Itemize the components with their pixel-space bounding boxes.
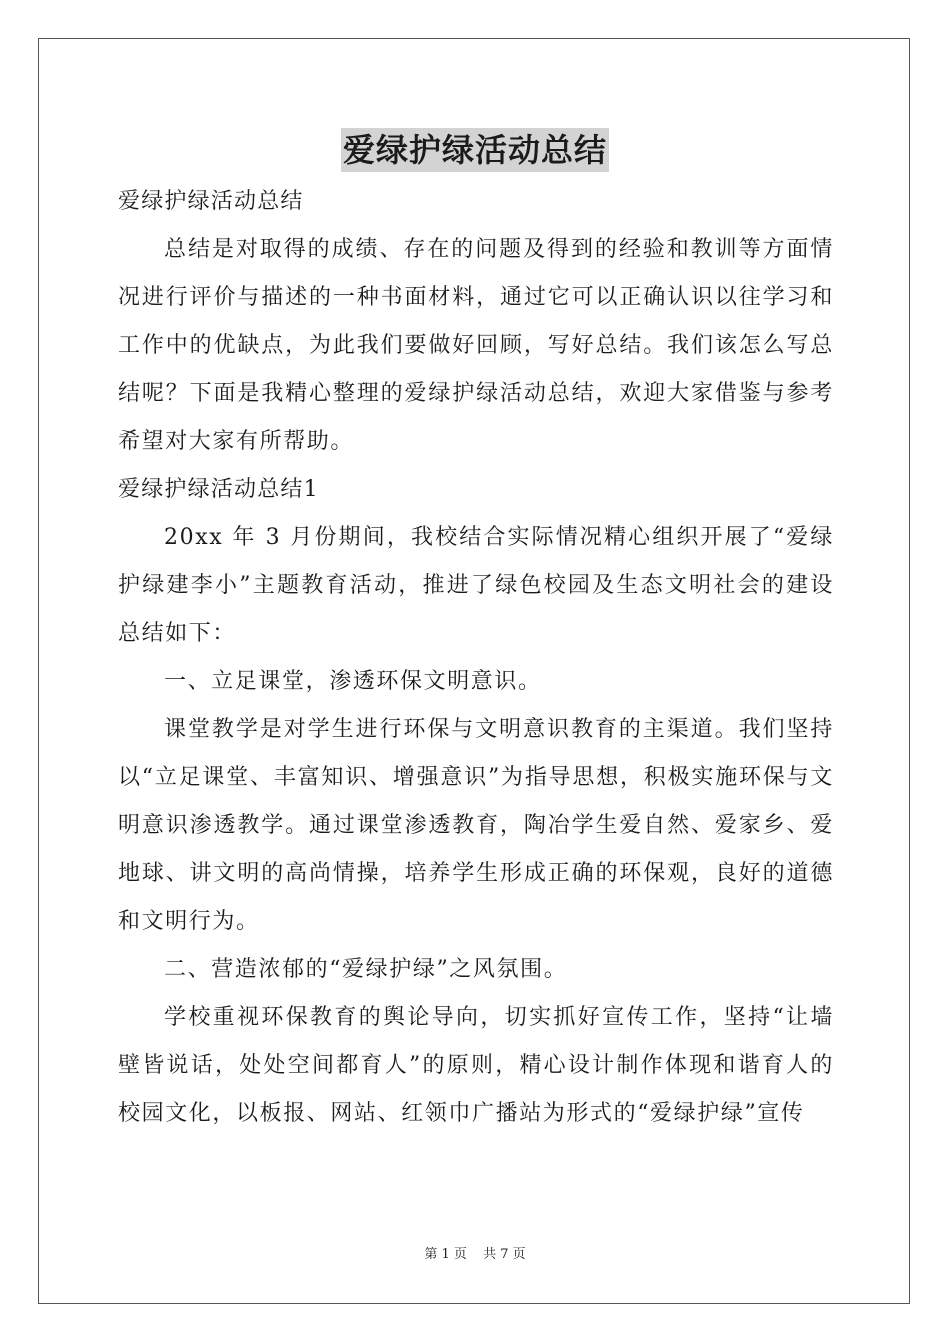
point-heading-1: 一、立足课堂，渗透环保文明意识。 xyxy=(164,669,542,694)
document-subtitle: 爱绿护绿活动总结 xyxy=(118,189,304,214)
page-footer xyxy=(0,1243,950,1262)
section-paragraph-3: 学校重视环保教育的舆论导向，切实抓好宣传工作，坚持“让墙壁皆说话，处处空间都育人”的原则，精心设计制作体现和谐育人的校园文化，以板报、网站、红领巾广播站为形式的“爱绿护绿”宣传 xyxy=(118,1005,834,1126)
document-title-wrapper xyxy=(0,128,950,172)
section-paragraph-1: 20xx 年 3 月份期间，我校结合实际情况精心组织开展了“爱绿护绿建李小”主题教育活动，推进了绿色校园及生态文明社会的建设总结如下： xyxy=(118,525,834,646)
intro-paragraph: 总结是对取得的成绩、存在的问题及得到的经验和教训等方面情况进行评价与描述的一种书面材料，通过它可以正确认识以往学习和工作中的优缺点，为此我们要做好回顾，写好总结。我们该怎么写总结呢？下面是我精心整理的爱绿护绿活动总结，欢迎大家借鉴与参考希望对大家有所帮助。 xyxy=(118,237,834,454)
document-body xyxy=(118,178,834,1138)
section-heading: 爱绿护绿活动总结1 xyxy=(118,477,319,502)
page-number-current: 第 1 页 xyxy=(424,1247,467,1262)
page-number-total: 共 7 页 xyxy=(483,1247,526,1262)
document-title: 爱绿护绿活动总结 xyxy=(341,128,609,172)
point-heading-2: 二、营造浓郁的“爱绿护绿”之风氛围。 xyxy=(164,957,568,982)
section-paragraph-2: 课堂教学是对学生进行环保与文明意识教育的主渠道。我们坚持以“立足课堂、丰富知识、增强意识”为指导思想，积极实施环保与文明意识渗透教学。通过课堂渗透教育，陶冶学生爱自然、爱家乡、爱地球、讲文明的高尚情操，培养学生形成正确的环保观，良好的道德和文明行为。 xyxy=(118,717,834,934)
